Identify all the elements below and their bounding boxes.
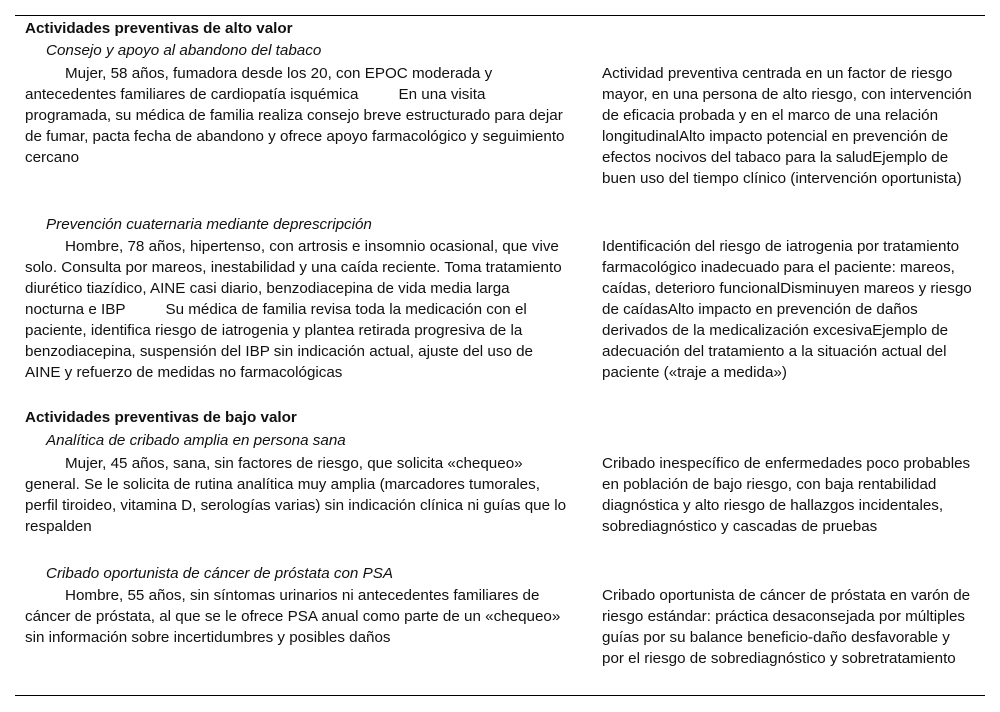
case-text: Hombre, 78 años, hipertenso, con artrosis e insomnio ocasional, que vive solo. Consulta por mareos, inestabilidad y una caída reciente. Toma tratamiento diurético tiazídico, AINE casi diario, benzodiacepina de vida media larga nocturna e IBP	[25, 238, 562, 318]
case-description-psa-screening: Hombre, 55 años, sin síntomas urinarios ni antecedentes familiares de cáncer de próstata, al que se le ofrece PSA anual como parte de un «chequeo» sin información sobre incertidumbres y posibles daños	[25, 587, 561, 646]
action-text: Su médica de familia revisa toda la medicación con el paciente, identifica riesgo de iatrogenia y plantea retirada progresiva de la benzodiacepina, suspensión del IBP sin indicación actual, ajuste del uso de AINE y refuerzo de medidas no farmacológicas	[25, 301, 534, 381]
note-psa-screening: Cribado oportunista de cáncer de próstata en varón de riesgo estándar: práctica desaconsejada por múltiples guías por su balance beneficio-daño desfavorable y por el riesgo de sobrediagnóstico y sobretratamiento	[602, 587, 971, 667]
case-description-deprescription	[25, 236, 570, 383]
case-description-tobacco	[25, 63, 570, 168]
action-text: En una visita programada, su médica de familia realiza consejo breve estructurado para dejar de fumar, pacta fecha de abandono y ofrece apoyo farmacológico y seguimiento cercano	[25, 86, 565, 166]
note-tobacco: Actividad preventiva centrada en un factor de riesgo mayor, en una persona de alto riesgo, con intervención de eficacia probada y en el marco de una relación longitudinalAlto impacto potencial en prevención de efectos nocivos del tabaco para la saludEjemplo de buen uso del tiempo clínico (intervención oportunista)	[602, 65, 972, 187]
item-title-psa-screening: Cribado oportunista de cáncer de próstata con PSA	[46, 565, 393, 582]
preventive-activities-table	[15, 15, 985, 696]
item-title-tobacco-cessation: Consejo y apoyo al abandono del tabaco	[46, 42, 322, 59]
note-deprescription: Identificación del riesgo de iatrogenia por tratamiento farmacológico inadecuado para el paciente: mareos, caídas, deterioro funcionalDisminuyen mareos y riesgo de caídasAlto impacto en prevención de daños derivados de la medicalización excesivaEjemplo de adecuación del tratamiento a la situación actual del paciente («traje a medida»)	[602, 238, 972, 381]
section-title-low-value: Actividades preventivas de bajo valor	[25, 409, 297, 426]
section-title-high-value: Actividades preventivas de alto valor	[25, 20, 293, 37]
case-text: Mujer, 58 años, fumadora desde los 20, con EPOC moderada y antecedentes familiares de cardiopatía isquémica	[25, 65, 493, 103]
case-description-screening-bloodwork: Mujer, 45 años, sana, sin factores de riesgo, que solicita «chequeo» general. Se le solicita de rutina analítica muy amplia (marcadores tumorales, perfil tiroideo, vitamina D, serologías varias) sin indicación clínica ni guías que lo respalden	[25, 455, 567, 535]
item-title-deprescription: Prevención cuaternaria mediante deprescripción	[46, 216, 372, 233]
note-screening-bloodwork: Cribado inespecífico de enfermedades poco probables en población de bajo riesgo, con baja rentabilidad diagnóstica y alto riesgo de hallazgos incidentales, sobrediagnóstico y cascadas de pruebas	[602, 455, 971, 535]
item-title-screening-bloodwork: Analítica de cribado amplia en persona sana	[46, 432, 346, 449]
